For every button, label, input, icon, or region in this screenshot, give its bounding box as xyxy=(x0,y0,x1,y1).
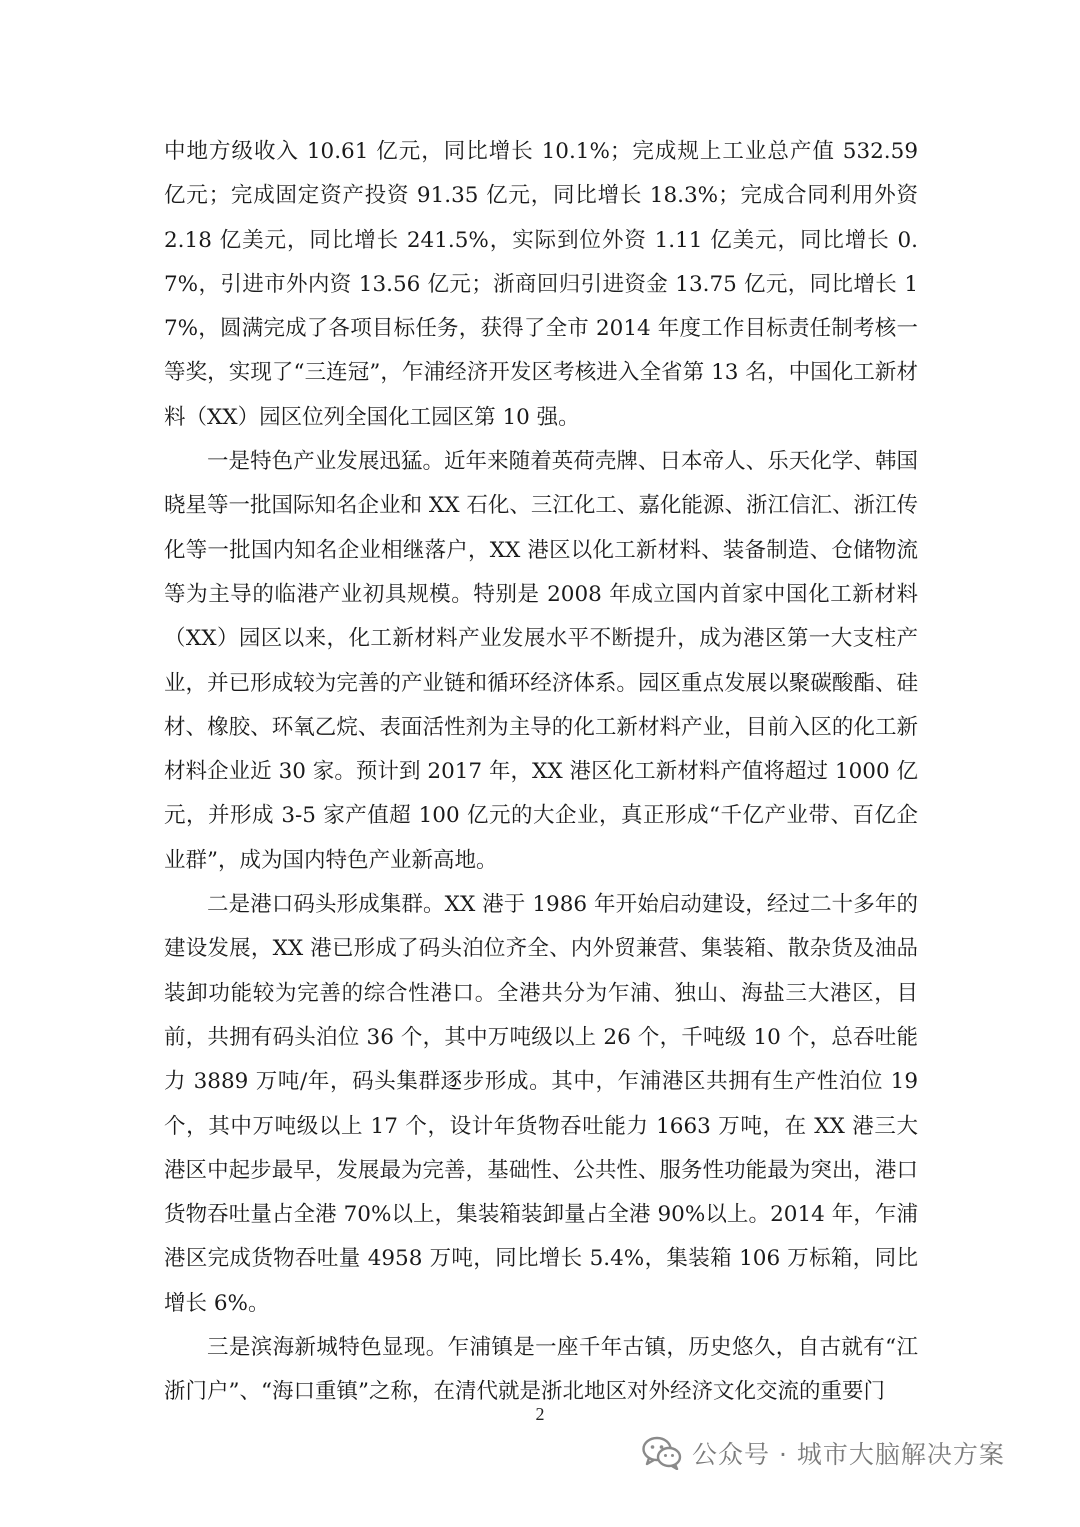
document-body xyxy=(164,130,918,1415)
paragraph-continuation: 中地方级收入 10.61 亿元，同比增长 10.1%；完成规上工业总产值 532.59 亿元；完成固定资产投资 91.35 亿元，同比增长 18.3%；完成合同利用外资 2.18 亿美元，同比增长 241.5%，实际到位外资 1.11 亿美元，同比增长 0.7%，引进市外内资 13.56 亿元；浙商回归引进资金 13.75 亿元，同比增长 17%，圆满完成了各项目标任务，获得了全市 2014 年度工作目标责任制考核一等奖，实现了“三连冠”，乍浦经济开发区考核进入全省第 13 名，中国化工新材料（XX）园区位列全国化工园区第 10 强。 xyxy=(164,139,918,430)
wechat-icon xyxy=(642,1436,682,1470)
paragraph-port: 二是港口码头形成集群。XX 港于 1986 年开始启动建设，经过二十多年的建设发展，XX 港已形成了码头泊位齐全、内外贸兼营、集装箱、散杂货及油品装卸功能较为完善的综合性港口。全港共分为乍浦、独山、海盐三大港区，目前，共拥有码头泊位 36 个，其中万吨级以上 26 个，千吨级 10 个，总吞吐能力 3889 万吨/年，码头集群逐步形成。其中，乍浦港区共拥有生产性泊位 19 个，其中万吨级以上 17 个，设计年货物吞吐能力 1663 万吨，在 XX 港三大港区中起步最早，发展最为完善，基础性、公共性、服务性功能最为突出，港口货物吞吐量占全港 70%以上，集装箱装卸量占全港 90%以上。2014 年，乍浦港区完成货物吞吐量 4958 万吨，同比增长 5.4%，集装箱 106 万标箱，同比增长 6%。 xyxy=(164,892,918,1316)
watermark-text: 公众号 · 城市大脑解决方案 xyxy=(692,1440,1005,1469)
paragraph-new-city: 三是滨海新城特色显现。乍浦镇是一座千年古镇，历史悠久，自古就有“江浙门户”、“海口重镇”之称，在清代就是浙北地区对外经济文化交流的重要门 xyxy=(164,1335,918,1405)
watermark xyxy=(642,1431,1005,1475)
page-number: 2 xyxy=(535,1404,545,1424)
paragraph-industry: 一是特色产业发展迅猛。近年来随着英荷壳牌、日本帝人、乐天化学、韩国晓星等一批国际知名企业和 XX 石化、三江化工、嘉化能源、浙江信汇、浙江传化等一批国内知名企业相继落户，XX 港区以化工新材料、装备制造、仓储物流等为主导的临港产业初具规模。特别是 2008 年成立国内首家中国化工新材料（XX）园区以来，化工新材料产业发展水平不断提升，成为港区第一大支柱产业，并已形成较为完善的产业链和循环经济体系。园区重点发展以聚碳酸酯、硅材、橡胶、环氧乙烷、表面活性剂为主导的化工新材料产业，目前入区的化工新材料企业近 30 家。预计到 2017 年，XX 港区化工新材料产值将超过 1000 亿元，并形成 3-5 家产值超 100 亿元的大企业，真正形成“千亿产业带、百亿企业群”，成为国内特色产业新高地。 xyxy=(164,449,918,873)
